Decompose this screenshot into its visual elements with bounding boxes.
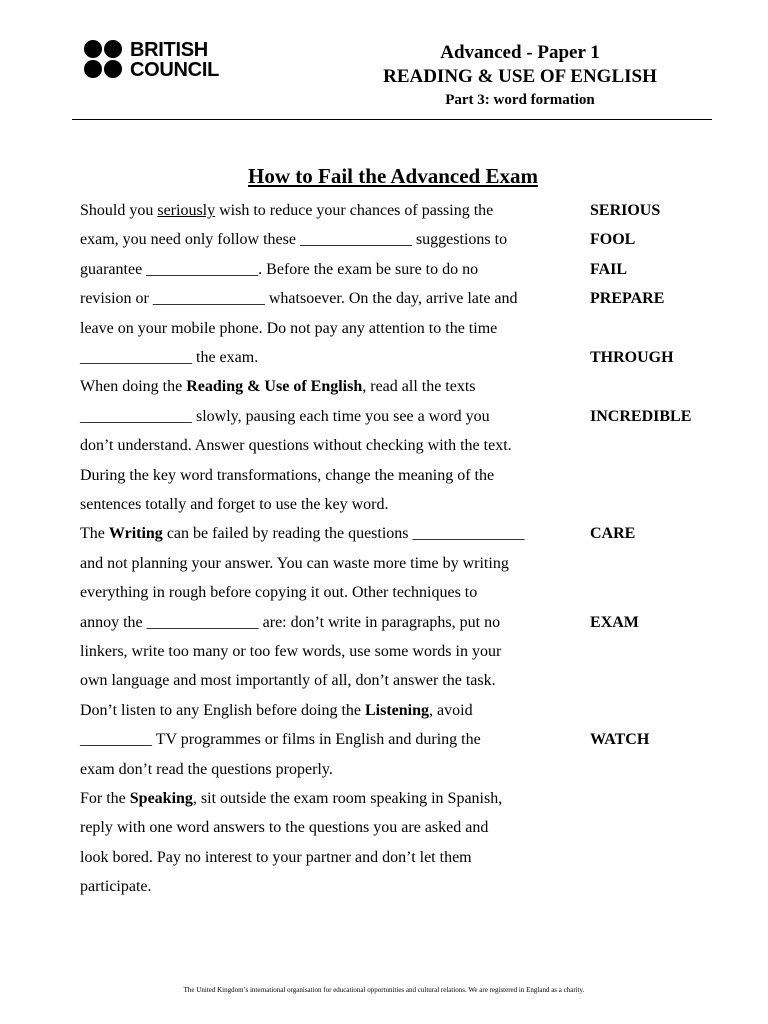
text-line <box>80 583 477 603</box>
text-segment: For the <box>80 790 130 807</box>
exam-level: Advanced - Paper 1 <box>440 42 600 63</box>
text-segment: ______________ slowly, pausing each time you see a word you <box>80 407 490 425</box>
text-segment: leave on your mobile phone. Do not pay any attention to the time <box>80 319 498 337</box>
text-segment: look bored. Pay no interest to your partner and don’t let them <box>80 848 472 866</box>
keyword-care: CARE <box>590 525 636 543</box>
text-line <box>80 466 494 486</box>
text-segment: revision or ______________ whatsoever. On the day, arrive late and <box>80 290 518 308</box>
text-line <box>80 495 389 515</box>
bold-term: Listening <box>365 701 430 719</box>
text-segment: Should you <box>80 202 158 219</box>
text-line <box>80 348 258 368</box>
text-segment: exam don’t read the questions properly. <box>80 760 333 778</box>
text-line <box>80 730 481 750</box>
text-line <box>80 701 473 721</box>
text-segment: wish to reduce your chances of passing the <box>215 202 494 219</box>
keyword-watch: WATCH <box>590 731 650 749</box>
text-line <box>80 760 333 780</box>
text-segment: sentences totally and forget to use the key word. <box>80 496 389 513</box>
bold-term: Speaking <box>129 790 193 807</box>
text-segment: guarantee ______________. Before the exam be sure to do no <box>80 260 479 278</box>
logo-line-2: COUNCIL <box>130 59 220 81</box>
text-line <box>80 848 472 868</box>
logo-text <box>130 40 219 80</box>
header-divider <box>72 119 712 120</box>
text-line <box>80 436 512 456</box>
text-line <box>80 230 507 250</box>
text-segment: exam, you need only follow these ______________ suggestions to <box>80 231 508 249</box>
text-segment: , avoid <box>429 701 473 719</box>
text-segment: and not planning your answer. You can waste more time by writing <box>80 554 509 572</box>
text-segment: Don’t listen to any English before doing the <box>80 701 365 719</box>
part-title: Part 3: word formation <box>445 92 595 108</box>
text-line <box>80 789 502 809</box>
keyword-prepare: PREPARE <box>590 290 665 308</box>
text-line <box>80 554 509 574</box>
keyword-serious: SERIOUS <box>590 202 661 219</box>
text-segment: , sit outside the exam room speaking in Spanish, <box>192 790 503 807</box>
text-line <box>80 377 476 397</box>
keyword-through: THROUGH <box>590 349 674 366</box>
text-segment: ______________ the exam. <box>80 349 259 366</box>
text-segment: During the key word transformations, change the meaning of the <box>80 466 495 484</box>
text-line <box>80 877 152 897</box>
text-segment: own language and most importantly of all, don’t answer the task. <box>80 672 496 690</box>
keyword-exam: EXAM <box>590 613 639 631</box>
text-line <box>80 671 496 691</box>
page-title: How to Fail the Advanced Exam <box>248 164 538 188</box>
text-line <box>80 319 497 339</box>
logo-dots-icon <box>84 40 126 82</box>
text-line <box>80 201 493 221</box>
underlined-example: seriously <box>157 202 216 219</box>
text-line <box>80 289 518 309</box>
text-segment: can be failed by reading the questions ______________ <box>162 525 525 543</box>
text-line <box>80 818 488 838</box>
logo-line-1: BRITISH <box>130 39 208 61</box>
text-segment: reply with one word answers to the questions you are asked and <box>80 819 489 837</box>
keyword-fool: FOOL <box>590 231 636 249</box>
keyword-incredible: INCREDIBLE <box>590 407 692 425</box>
text-segment: everything in rough before copying it out. Other techniques to <box>80 584 478 602</box>
bold-term: Reading & Use of English <box>186 378 363 396</box>
text-line <box>80 260 478 280</box>
text-line <box>80 642 501 662</box>
text-segment: participate. <box>80 878 152 896</box>
text-line <box>80 613 500 633</box>
text-line <box>80 407 490 427</box>
paper-title: READING & USE OF ENGLISH <box>383 66 657 87</box>
text-segment: The <box>80 525 109 543</box>
text-segment: don’t understand. Answer questions without checking with the text. <box>80 437 512 455</box>
text-line <box>80 524 525 544</box>
text-segment: linkers, write too many or too few words, use some words in your <box>80 643 502 660</box>
text-segment: _________ TV programmes or films in English and during the <box>80 731 481 749</box>
keyword-fail: FAIL <box>590 260 628 278</box>
text-segment: annoy the ______________ are: don’t write in paragraphs, put no <box>80 613 501 631</box>
text-segment: When doing the <box>80 378 187 396</box>
footer-note: The United Kingdom’s international organisation for educational opportunities and cultural relations. We are registered in England as a charity. <box>183 986 585 994</box>
text-segment: , read all the texts <box>362 378 476 396</box>
bold-term: Writing <box>108 525 163 543</box>
